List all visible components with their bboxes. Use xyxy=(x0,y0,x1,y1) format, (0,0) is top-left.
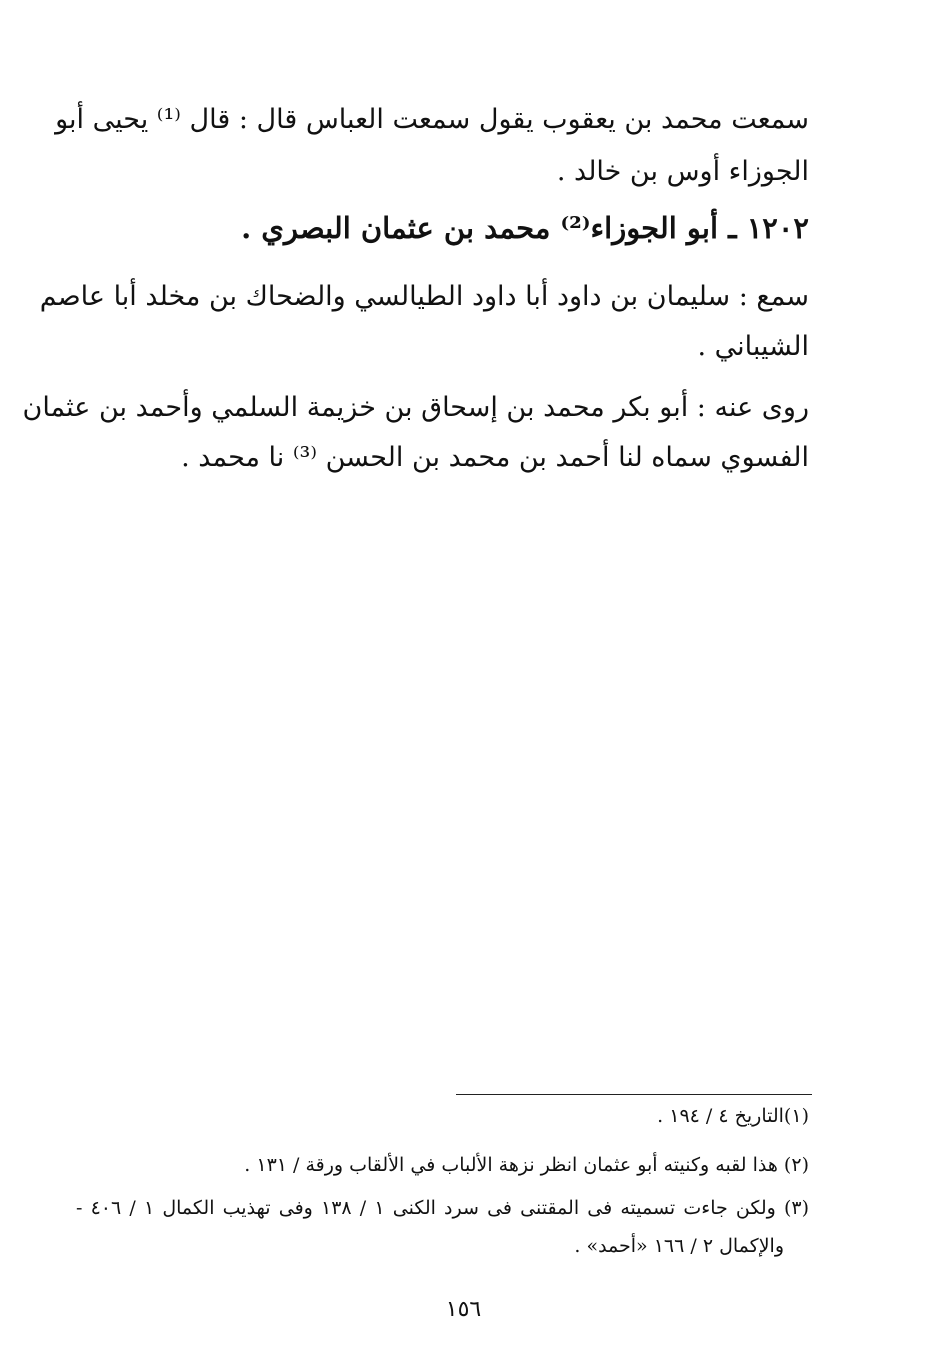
paragraph-3-line-2: الفسوي سماه لنا أحمد بن محمد بن الحسن ⁽³⁾ نا محمد . xyxy=(181,442,809,473)
paragraph-2-line-2: الشيباني . xyxy=(697,331,809,362)
entry-heading: ١٢٠٢ ـ أبو الجوزاء⁽²⁾ محمد بن عثمان البصري . xyxy=(241,211,809,245)
paragraph-3-line-1: روى عنه : أبو بكر محمد بن إسحاق بن خزيمة السلمي وأحمد بن عثمان xyxy=(22,392,809,423)
footnote-1: (١)التاريخ ٤ / ١٩٤ . xyxy=(657,1105,809,1127)
paragraph-2-line-1: سمع : سليمان بن داود أبا داود الطيالسي والضحاك بن مخلد أبا عاصم xyxy=(39,281,809,312)
page-number: ١٥٦ xyxy=(445,1297,482,1322)
paragraph-1-line-2: الجوزاء أوس بن خالد . xyxy=(556,156,809,187)
footnote-separator xyxy=(456,1094,812,1095)
footnote-2: (٢) هذا لقبه وكنيته أبو عثمان انظر نزهة الألباب في الألقاب ورقة / ١٣١ . xyxy=(244,1154,809,1176)
footnote-3-line-1: (٣) ولكن جاءت تسميته فى المقتنى فى سرد الكنى ١ / ١٣٨ وفى تهذيب الكمال ١ / ٤٠٦ - xyxy=(76,1197,810,1219)
footnote-3-line-2: والإكمال ٢ / ١٦٦ «أحمد» . xyxy=(574,1235,784,1257)
paragraph-1-line-1: سمعت محمد بن يعقوب يقول سمعت العباس قال : قال ⁽¹⁾ يحيى أبو xyxy=(55,104,809,135)
